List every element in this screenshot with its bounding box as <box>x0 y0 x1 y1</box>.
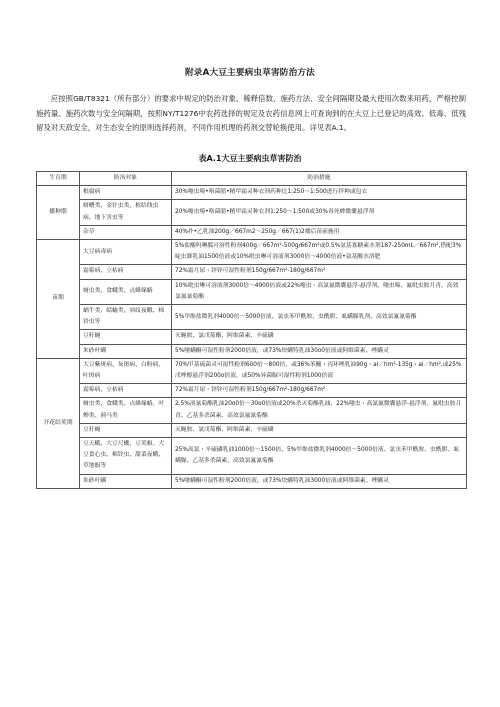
target-cell: 豆秆蝇 <box>80 423 172 437</box>
measure-cell: 2.5%溴氰菊酯乳油20o0倍～30o0倍液或20%杀灭菊酯乳油、22%噻虫・高氯氟微囊悬浮-悬浮剂、氟吡虫胺月青、乙基多杀菌素、高效氯氟氰菊酯 <box>172 398 467 423</box>
table-row <box>37 398 467 423</box>
measure-cell: 20%噻虫嗪•咯菌腈•精甲霜灵种衣剂1:250～1:500或30%毒死蜱微囊悬浮剂 <box>172 200 467 225</box>
target-cell: 杂草 <box>80 225 172 239</box>
measure-cell: 5%噻螨酮可湿性粉剂2000倍液，或73%炔螨特乳油30o0倍液或阿维菌素、唑螨灵 <box>172 344 467 358</box>
target-cell: 大豆紫斑病、灰斑病、白粉病、叶斑病 <box>80 358 172 383</box>
target-cell: 霜霉病、立枯病 <box>80 384 172 398</box>
table-row <box>37 384 467 398</box>
table-row <box>37 200 467 225</box>
stage-cell: 播种期 <box>37 186 80 240</box>
table-row <box>37 423 467 437</box>
table-title: 表A.1大豆主要病虫草害防治 <box>198 154 302 163</box>
header-measure: 防治措施 <box>172 172 467 186</box>
target-cell: 豆天蛾、大豆尺蠖、豆荚螟、大豆食心虫、棉铃虫、甜菜夜蛾、草地螟等 <box>80 438 172 475</box>
measure-cell: 40%扑•乙乳油200g／667m2～250g／667(1)2播后苗前施用 <box>172 225 467 239</box>
appendix-title: 附录A大豆主要病虫草害防治方法 <box>185 68 315 78</box>
measure-cell: 5%盐酸吗啉胍可溶性粉剂400g／667m²-500g/667m²或0.5%氨基寡糖素水剂187-250mL／667m²,搭配3%啶虫脒乳油1500倍液或10%吡虫啉可溶液剂3000倍～4000倍液•氨基酸水溶肥 <box>172 240 467 265</box>
target-cell: 霜霉病、立枯病 <box>80 265 172 279</box>
table-row <box>37 305 467 330</box>
target-cell: 豆秆蝇 <box>80 330 172 344</box>
pest-control-table <box>36 171 467 489</box>
measure-cell: 25%高氯・辛硫磷乳油1000倍～1500倍、5%甲维盐微乳剂4000倍～5000倍液、氯虫苯甲酰胺、虫酰肼、虱螨脲、乙基多杀菌素、高效氯氟氰菊酯 <box>172 438 467 475</box>
target-cell: 朱砂叶螨 <box>80 474 172 488</box>
target-cell: 朱砂叶螨 <box>80 344 172 358</box>
table-row <box>37 330 467 344</box>
table-row <box>37 358 467 383</box>
target-cell: 大豆病毒病 <box>80 240 172 265</box>
measure-cell: 5%甲维盐微乳剂4000倍～5000倍液、氯虫苯甲酰胺、虫酰肼、虱螨脲乳剂、高效氯氟氰菊酯 <box>172 305 467 330</box>
measure-cell: 5%噻螨酮可湿性粉剂2000倍液，或73%炔螨特乳油3000倍液或阿维菌素、唑螨灵 <box>172 474 467 488</box>
measure-cell: 10%吡虫啉可溶液剂3000倍～4000倍液或22%噻虫・高氯氟微囊悬浮-悬浮剂、噻虫嗪、氟吡虫胺月青、高效氯氟氰菊酯 <box>172 279 467 304</box>
intro-paragraph <box>36 92 466 136</box>
table-row <box>37 344 467 358</box>
target-cell: 蚜虫类、食蛾类、点蜂缘蝽、叶蝉类、蓟马类 <box>80 398 172 423</box>
table-row <box>37 279 467 304</box>
stage-cell: 开花结荚期 <box>37 358 80 488</box>
measure-cell: 30%噻虫嗪•咯菌腈•精甲霜灵种衣剂药种比1:250～1:500进行拌种或包衣 <box>172 186 467 200</box>
table-row <box>37 186 467 200</box>
stage-cell: 苗期 <box>37 240 80 359</box>
target-cell: 蚜虫类、食蛾类、点蜂缘蝽 <box>80 279 172 304</box>
table-row <box>37 225 467 239</box>
header-target: 防治对象 <box>80 172 172 186</box>
measure-cell: 灭蝇胺、氯戊菊酯、阿维菌素、辛硫磷 <box>172 423 467 437</box>
table-row <box>37 438 467 475</box>
table-row <box>37 474 467 488</box>
table-header-row <box>37 172 467 186</box>
table-row <box>37 240 467 265</box>
target-cell: 根腐病 <box>80 186 172 200</box>
measure-cell: 72%霜月尿・锌锌可湿性粉剂150g/667m²-180g/667m² <box>172 265 467 279</box>
target-cell: 蛴螬类、金针虫类、根结线虫病、地下害虫等 <box>80 200 172 225</box>
target-cell: 蜗牛类、蛞蝓类、斜纹夜蛾、棉铃虫等 <box>80 305 172 330</box>
measure-cell: 灭蝇胺、氯戊菊酯、阿维菌素、辛硫磷 <box>172 330 467 344</box>
header-stage: 生育期 <box>37 172 80 186</box>
intro-text: 应按照GB/T8321（所有部分）的要求中规定的防治对象、稀释倍数、施药方法、安全间隔期及最大使用次数来用药，严格控制施药量、施药次数与安全间隔期，按照NY/T1276中农药选择的规定及农药信息网上可查询到的在大豆上已登记的高效、低毒、低残留及对天敌安全，对生态安全的原则选择药剂，不同作用机理的药剂交替轮换使用。详见表A.1。 <box>36 94 466 132</box>
table-row <box>37 265 467 279</box>
measure-cell: 72%霜月尿・锌锌可湿性粉剂150g/667m²-180g/667m² <box>172 384 467 398</box>
measure-cell: 70%甲基硫菌灵可湿性粉剂600倍～800倍，或36%苯醚・丙环唑乳油90g・ai／hm²-135g・ai／hm²,或25%戊唑醇悬浮剂200o倍液，或50%异菌脲可湿性粉剂1000倍液 <box>172 358 467 383</box>
